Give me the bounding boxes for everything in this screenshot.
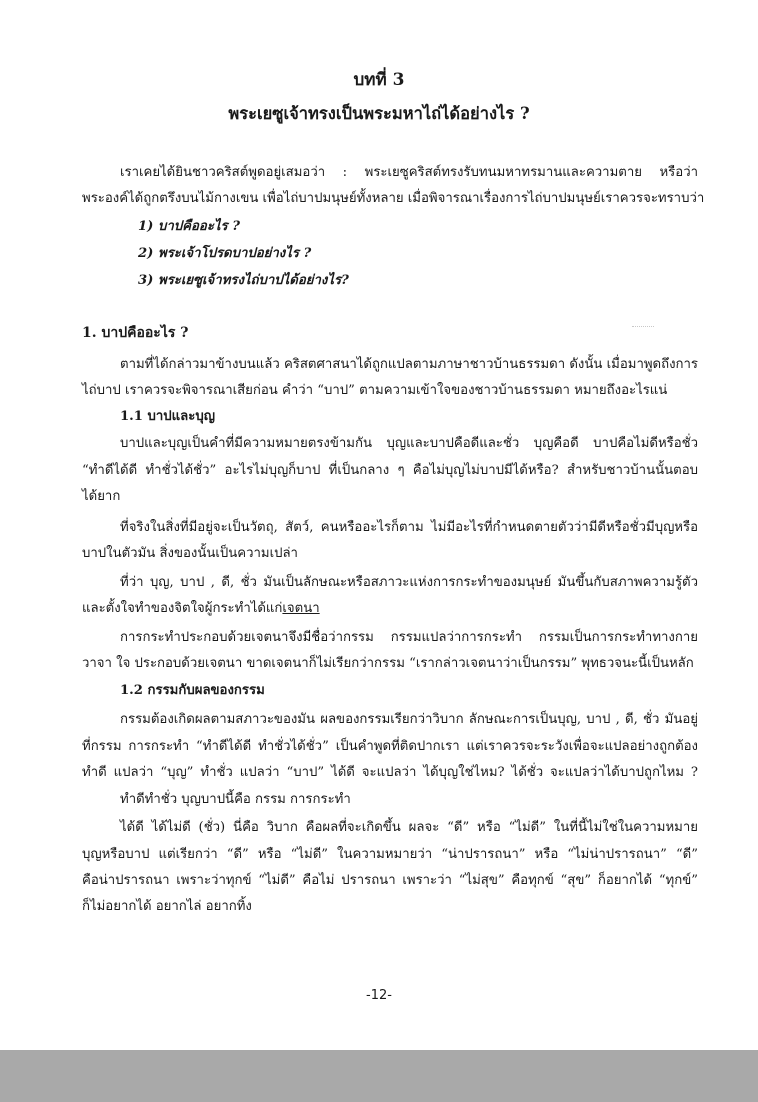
sub12-p3-line-3: คือน่าปรารถนา เพราะว่าทุกข์ “ไม่ดี” คือไม่ ปรารถนา เพราะว่า “ไม่สุข” คือทุกข์ “สุข” ก็อยากได้ “ทุกข์” — [82, 873, 698, 888]
page-number: -12- — [366, 988, 392, 1003]
sub11-p1-line-3: ได้ยาก — [82, 489, 121, 504]
sub11-p2-line-2: บาปในตัวมัน สิ่งของนั้นเป็นความเปล่า — [82, 546, 298, 561]
question-item-1: 1) บาปคืออะไร ? — [138, 219, 240, 234]
chapter-heading: บทที่ 3 — [353, 70, 405, 90]
subsection-heading-1-2: 1.2 กรรมกับผลของกรรม — [120, 683, 265, 698]
sub12-p1-line-2: ที่กรรม การกระทำ “ทำดีได้ดี ทำชั่วได้ชั่ว” เป็นคำพูดที่ติดปากเรา แต่เราควรจะระวังเพื่อจะแปลอย่างถูกต้อง — [82, 739, 698, 754]
sub11-p1-line-2: “ทำดีได้ดี ทำชั่วได้ชั่ว” อะไรไม่บุญก็บาป ที่เป็นกลาง ๆ คือไม่บุญไม่บาปมีได้หรือ? สำหรับชาวบ้านนั้นตอบ — [82, 463, 698, 478]
sub12-p2: ทำดีทำชั่ว บุญบาปนี้คือ กรรม การกระทำ — [120, 792, 351, 807]
sub11-p4-line-2: วาจา ใจ ประกอบด้วยเจตนา ขาดเจตนาก็ไม่เรียกว่ากรรม “เรากล่าวเจตนาว่าเป็นกรรม” พุทธวจนะนี้เป็นหลัก — [82, 656, 694, 671]
sub12-p3-line-4: ก็ไม่อยากได้ อยากไล่ อยากทิ้ง — [82, 899, 252, 914]
intention-term: เจตนา — [282, 601, 320, 616]
chapter-title: พระเยซูเจ้าทรงเป็นพระมหาไถ่ได้อย่างไร ? — [228, 104, 530, 123]
section-heading: 1. บาปคืออะไร ? — [82, 325, 189, 341]
subsection-heading-1-1: 1.1 บาปและบุญ — [120, 409, 215, 424]
sub11-p3-text: และตั้งใจทำของจิตใจผู้กระทำได้แก่ — [82, 601, 283, 616]
sub12-p3-line-1: ได้ดี ได้ไม่ดี (ชั่ว) นี่คือ วิบาก คือผลที่จะเกิดขึ้น ผลจะ “ดี” หรือ “ไม่ดี” ในที่นี้ไม่ใช่ในความหมาย — [120, 820, 698, 835]
sub12-p1-line-3: ทำดี แปลว่า “บุญ” ทำชั่ว แปลว่า “บาป” ได้ดี จะแปลว่า ได้บุญใช่ไหม? ได้ชั่ว จะแปลว่าได้บาปถูกไหม ? — [82, 765, 698, 780]
sub12-p3-line-2: บุญหรือบาป แต่เรียกว่า “ดี” หรือ “ไม่ดี” ในความหมายว่า “น่าปรารถนา” หรือ “ไม่น่าปรารถนา” “ดี” — [82, 847, 698, 862]
question-item-3: 3) พระเยซูเจ้าทรงไถ่บาปได้อย่างไร? — [138, 273, 349, 288]
sub11-p1-line-1: บาปและบุญเป็นคำที่มีความหมายตรงข้ามกัน บุญและบาปคือดีและชั่ว บุญคือดี บาปคือไม่ดีหรือชั่ว — [120, 436, 698, 451]
question-item-2: 2) พระเจ้าโปรดบาปอย่างไร ? — [138, 246, 312, 261]
sub11-p4-line-1: การกระทำประกอบด้วยเจตนาจึงมีชื่อว่ากรรม กรรมแปลว่าการกระทำ กรรมเป็นการกระทำทางกาย — [120, 630, 698, 645]
sub12-p1-line-1: กรรมต้องเกิดผลตามสภาวะของมัน ผลของกรรมเรียกว่าวิบาก ลักษณะการเป็นบุญ, บาป , ดี, ชั่ว มันอยู่ — [120, 712, 698, 727]
intro-line-1: เราเคยได้ยินชาวคริสต์พูดอยู่เสมอว่า : พระเยซูคริสต์ทรงรับทนมหาทรมานและความตาย หรือว่า — [120, 165, 698, 180]
sub11-p3-line-1: ที่ว่า บุญ, บาป , ดี, ชั่ว มันเป็นลักษณะหรือสภาวะแห่งการกระทำของมนุษย์ มันขึ้นกับสภาพความรู้ตัว — [120, 575, 698, 590]
scanner-margin — [0, 1050, 758, 1102]
section1-line-1: ตามที่ได้กล่าวมาข้างบนแล้ว คริสตศาสนาได้ถูกแปลตามภาษาชาวบ้านธรรมดา ดังนั้น เมื่อมาพูดถึงการ — [120, 357, 698, 372]
sub11-p3-line-2 — [82, 599, 698, 619]
sub11-p2-line-1: ที่จริงในสิ่งที่มีอยู่จะเป็นวัตถุ, สัตว์, คนหรืออะไรก็ตาม ไม่มีอะไรที่กำหนดตายตัวว่ามีดีหรือชั่วมีบุญหรือ — [120, 520, 698, 535]
intro-line-2: พระองค์ได้ถูกตรึงบนไม้กางเขน เพื่อไถ่บาปมนุษย์ทั้งหลาย เมื่อพิจารณาเรื่องการไถ่บาปมนุษย์เราควรจะทราบว่า — [82, 191, 705, 206]
section1-line-2: ไถ่บาป เราควรจะพิจารณาเสียก่อน คำว่า “บาป” ตามความเข้าใจของชาวบ้านธรรมดา หมายถึงอะไรแน่ — [82, 383, 668, 398]
